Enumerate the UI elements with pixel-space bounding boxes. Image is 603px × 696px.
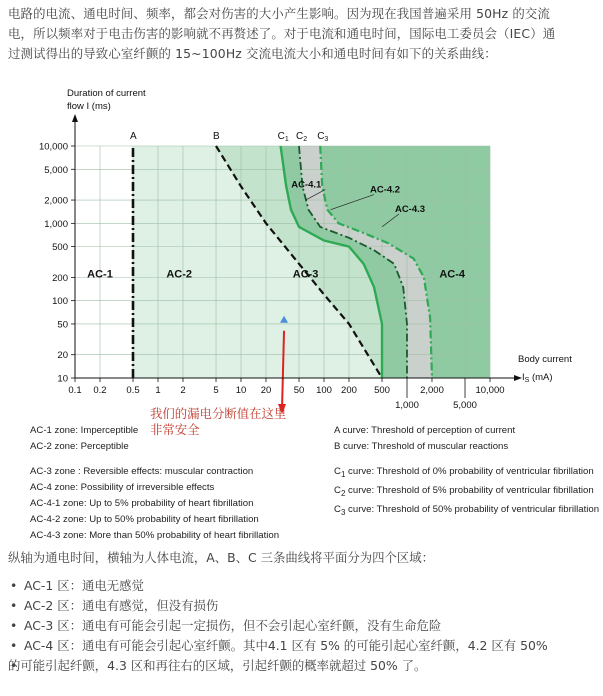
x-tick-label: 0.5 [126,385,140,396]
legend-ac43: AC-4-3 zone: More than 50% probability of heart fibrillation [30,530,280,541]
x-tick-label: 200 [341,385,357,396]
y-tick-label: 50 [57,319,68,331]
y-tick-label: 1,000 [44,218,68,230]
intro-line-3: 过测试得出的导致心室纤颤的 15~100Hz 交流电流大小和通电时间有如下的关系曲线： [8,46,497,61]
bullet-ac4: • AC-4 区：通电有可能会引起心室纤颤。其中4.1 区有 5% 的可能引起心室纤颤，4.2 区有 50% [8,636,598,656]
zone-label-ac-4: AC-4 [439,268,465,281]
zones-bullet-list [8,576,598,676]
x-tick-label: 0.1 [68,385,82,396]
curve-label-c1: $C_1$ [277,131,289,143]
x-axis-title-line-1: Body current [518,354,572,365]
y-tick-label: 10,000 [38,141,68,153]
bullet-ac4-continued: • 的可能引起纤颤，4.3 区和再往右的区域，引起纤颤的概率就超过 50% 了。 [8,656,598,676]
y-axis-arrow [72,114,78,122]
x-tick-label-lower: 1,000 [395,400,419,411]
legend-curve-c2: $C_2$ curve: Threshold of 5% probability of ventricular fibrillation [334,484,594,498]
x-tick-label: 2,000 [420,385,444,396]
callout-ac-4-2: AC-4.2 [369,184,401,196]
legend-curve-a: A curve: Threshold of perception of current [334,425,516,436]
y-tick-label: 5,000 [44,164,68,176]
legend-ac2: AC-2 zone: Perceptible [30,441,129,452]
curve-label-a: A [130,131,137,142]
x-tick-label: 500 [374,385,390,396]
x-axis-title-line-2: $I_S$ (mA) [522,372,553,384]
callout-ac-4-3: AC-4.3 [394,204,426,216]
y-tick-label: 200 [52,272,68,284]
x-tick-label: 1 [155,385,161,396]
y-tick-label: 20 [57,350,68,362]
y-tick-label: 2,000 [44,195,68,207]
annotation-line-2: 非常安全 [150,422,200,437]
legend-curve-c3: $C_3$ curve: Threshold of 50% probability of ventricular fibrillation [334,503,600,517]
x-tick-label-lower: 5,000 [453,400,477,411]
x-tick-label: 5 [213,385,219,396]
intro-line-2: 电，所以频率对于电击伤害的影响就不再赘述了。对于电流和通电时间，国际电工委员会（IEC）通 [8,26,556,41]
zone-legend [30,424,330,545]
x-tick-label: 20 [260,385,272,396]
intro-line-1: 电路的电流、通电时间、频率，都会对伤害的大小产生影响。因为现在我国普遍采用 50Hz 的交流 [8,6,550,21]
legend-ac1: AC-1 zone: Imperceptible [30,425,139,436]
legend-curve-c1: $C_1$ curve: Threshold of 0% probability of ventricular fibrillation [334,466,594,479]
y-tick-label: 10 [57,373,68,385]
zone-label-ac-3: AC-3 [292,268,319,281]
x-tick-label: 10,000 [475,385,505,396]
zone-label-ac-2: AC-2 [166,268,193,281]
x-tick-label: 10 [235,385,247,396]
bullet-ac1: • AC-1 区：通电无感觉 [8,576,598,596]
legend-curve-b: B curve: Threshold of muscular reactions [334,441,509,452]
zone-label-ac-1: AC-1 [87,268,113,281]
zones-caption: 纵轴为通电时间，横轴为人体电流，A、B、C 三条曲线将平面分为四个区域： [8,550,435,565]
x-tick-label: 50 [293,385,305,396]
bullet-ac2: • AC-2 区：通电有感觉，但没有损伤 [8,596,598,616]
x-tick-label: 100 [316,385,332,396]
legend-ac41: AC-4-1 zone: Up to 5% probability of heart fibrillation [30,498,254,509]
legend-ac3: AC-3 zone : Reversible effects: muscular contraction [30,466,254,477]
intro-paragraph [8,4,598,64]
annotation-line-1: 我们的漏电分断值在这里 [150,406,287,421]
zones-layer [75,146,490,378]
y-axis-title-line-2: flow I (ms) [67,101,111,112]
x-tick-label: 2 [180,385,186,396]
legend-ac42: AC-4-2 zone: Up to 50% probability of heart fibrillation [30,514,259,525]
legend-ac4: AC-4 zone: Possibility of irreversible effects [30,482,215,493]
y-tick-label: 500 [52,242,68,254]
bullet-ac3: • AC-3 区：通电有可能会引起一定损伤，但不会引起心室纤颤，没有生命危险 [8,616,598,636]
y-axis-title-line-1: Duration of current [67,88,146,99]
iec-current-duration-chart [0,82,603,422]
curve-label-b: B [213,131,220,142]
curve-label-c3: $C_3$ [317,131,329,143]
x-tick-label: 0.2 [93,385,107,396]
callout-ac-4-1: AC-4.1 [291,179,322,191]
curve-label-c2: $C_2$ [296,131,308,143]
y-tick-label: 100 [52,296,68,308]
curve-legend [334,424,602,522]
x-axis-arrow [514,375,522,381]
